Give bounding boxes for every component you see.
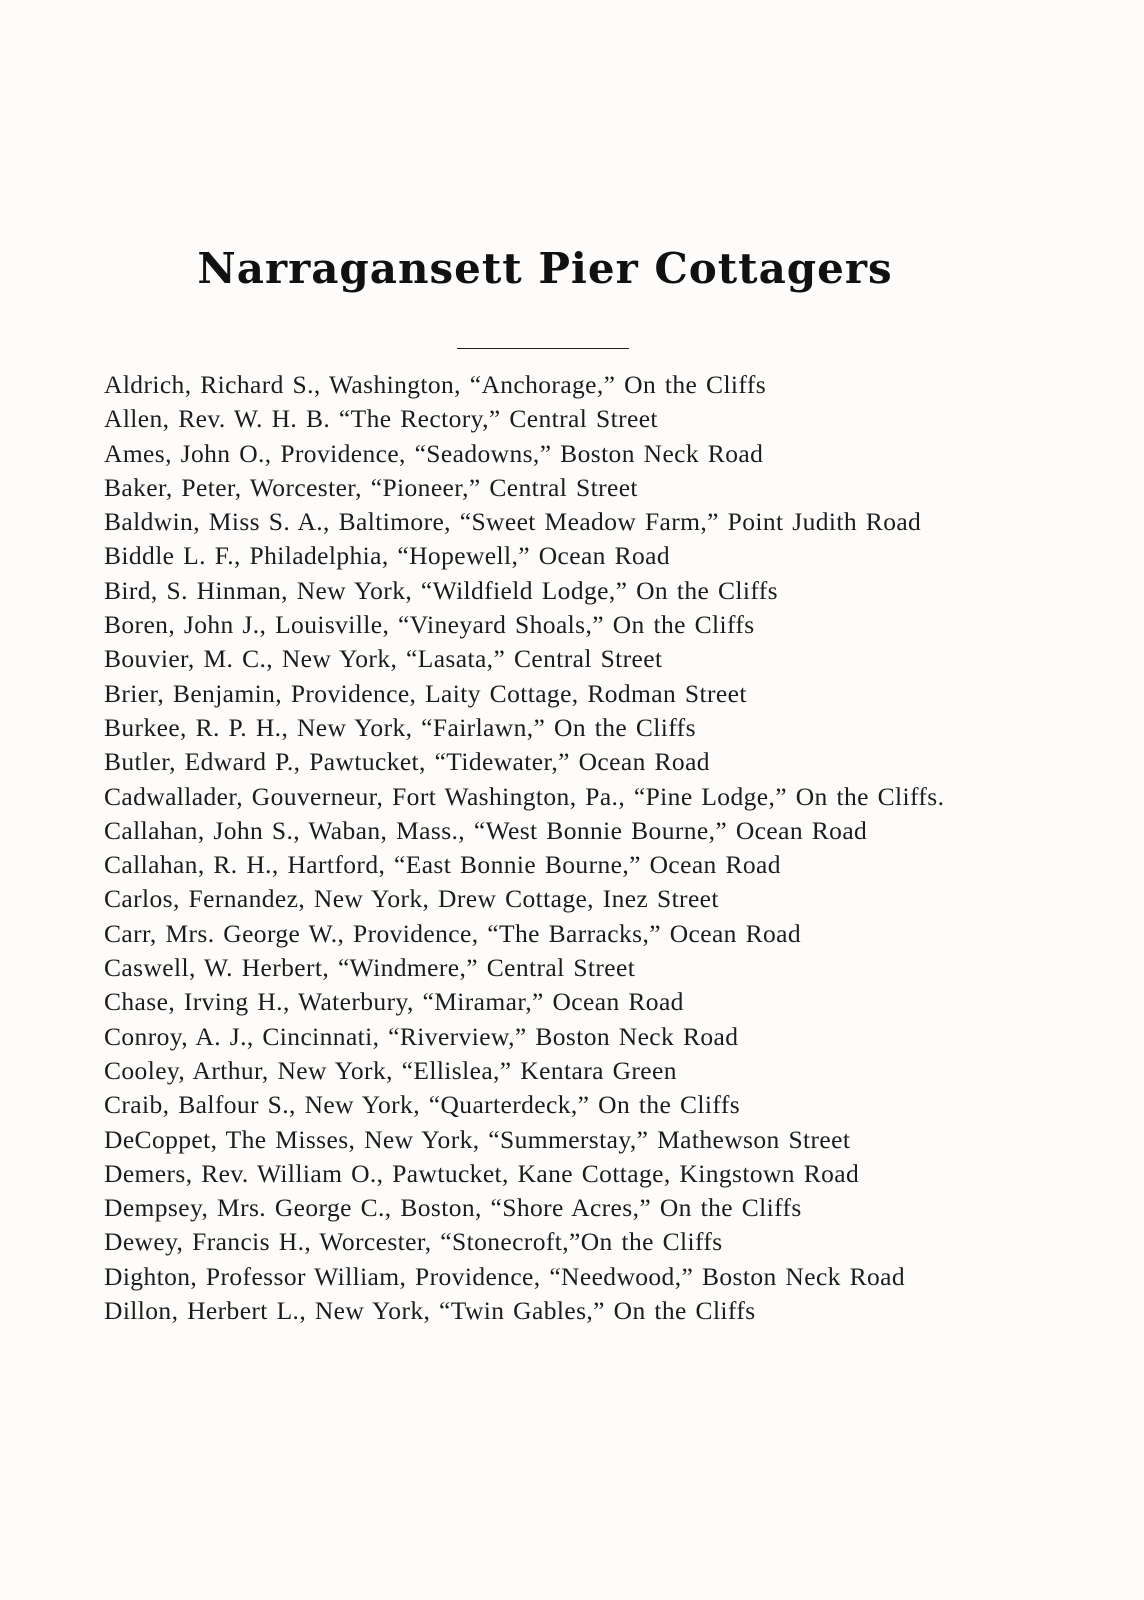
list-item: Bird, S. Hinman, New York, “Wildfield Lodge,” On the Cliffs [104, 575, 778, 605]
list-item: Aldrich, Richard S., Washington, “Anchorage,” On the Cliffs [104, 370, 767, 399]
list-item: Craib, Balfour S., New York, “Quarterdeck,” On the Cliffs [104, 1090, 741, 1120]
list-item: Burkee, R. P. H., New York, “Fairlawn,” On the Cliffs [104, 712, 696, 742]
list-item: Biddle L. F., Philadelphia, “Hopewell,” Ocean Road [104, 541, 671, 571]
list-item: Cooley, Arthur, New York, “Ellislea,” Kentara Green [104, 1055, 677, 1085]
list-item: Brier, Benjamin, Providence, Laity Cottage, Rodman Street [104, 678, 747, 708]
title-divider [457, 348, 629, 349]
page-title: Narragansett Pier Cottagers [197, 244, 893, 293]
list-item: Demers, Rev. William O., Pawtucket, Kane Cottage, Kingstown Road [104, 1158, 860, 1188]
list-item: Boren, John J., Louisville, “Vineyard Shoals,” On the Cliffs [104, 610, 755, 640]
cottager-list [104, 368, 964, 1328]
list-item: Baldwin, Miss S. A., Baltimore, “Sweet Meadow Farm,” Point Judith Road [104, 507, 922, 537]
list-item: Carlos, Fernandez, New York, Drew Cottage, Inez Street [104, 884, 719, 914]
list-item: Dempsey, Mrs. George C., Boston, “Shore Acres,” On the Cliffs [104, 1193, 802, 1223]
list-item: Carr, Mrs. George W., Providence, “The Barracks,” Ocean Road [104, 918, 802, 948]
list-item: Butler, Edward P., Pawtucket, “Tidewater,” Ocean Road [104, 747, 710, 777]
list-item: DeCoppet, The Misses, New York, “Summerstay,” Mathewson Street [104, 1124, 851, 1154]
list-item: Conroy, A. J., Cincinnati, “Riverview,” Boston Neck Road [104, 1021, 739, 1051]
list-item: Callahan, John S., Waban, Mass., “West Bonnie Bourne,” Ocean Road [104, 815, 868, 845]
list-item: Allen, Rev. W. H. B. “The Rectory,” Central Street [104, 404, 658, 434]
list-item: Dewey, Francis H., Worcester, “Stonecroft,”On the Cliffs [104, 1227, 723, 1257]
list-item: Callahan, R. H., Hartford, “East Bonnie Bourne,” Ocean Road [104, 850, 781, 880]
list-item: Cadwallader, Gouverneur, Fort Washington, Pa., “Pine Lodge,” On the Cliffs. [104, 781, 945, 811]
list-item: Caswell, W. Herbert, “Windmere,” Central Street [104, 953, 636, 983]
list-item: Dillon, Herbert L., New York, “Twin Gables,” On the Cliffs [104, 1296, 756, 1326]
list-item: Baker, Peter, Worcester, “Pioneer,” Central Street [104, 472, 638, 502]
list-item: Ames, John O., Providence, “Seadowns,” Boston Neck Road [104, 438, 764, 468]
list-item: Bouvier, M. C., New York, “Lasata,” Central Street [104, 644, 663, 674]
list-item: Chase, Irving H., Waterbury, “Miramar,” Ocean Road [104, 987, 684, 1017]
list-item: Dighton, Professor William, Providence, “Needwood,” Boston Neck Road [104, 1261, 906, 1291]
